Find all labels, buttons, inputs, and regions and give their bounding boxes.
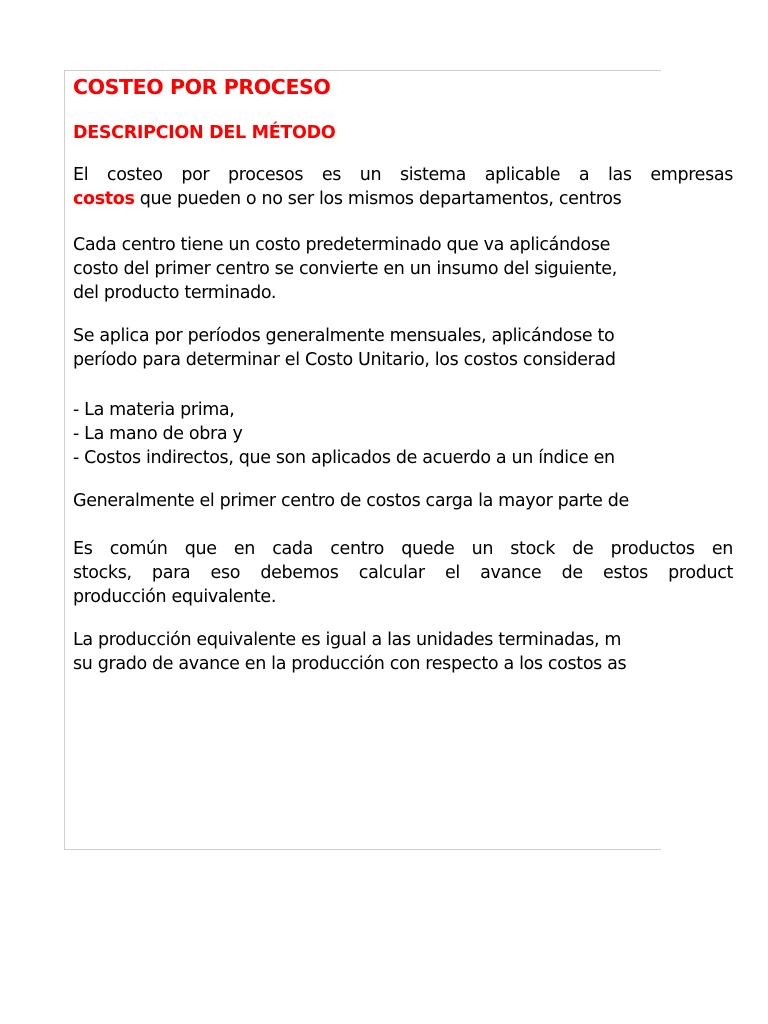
paragraph-cost-centers [73,233,617,305]
paragraph-line: Cada centro tiene un costo predeterminado que va aplicándose [73,235,611,255]
paragraph-equivalent-production [73,628,626,676]
paragraph-line-rest: que pueden o no ser los mismos departamentos, centros [134,189,622,209]
paragraph-line [73,187,733,211]
document-title: COSTEO POR PROCESO [73,75,331,99]
paragraph-line: La producción equivalente es igual a las unidades terminadas, m [73,630,622,650]
paragraph-definition [73,163,733,211]
paragraph-line: producción equivalente. [73,587,277,607]
paragraph-line: Se aplica por períodos generalmente mensuales, aplicándose to [73,326,615,346]
paragraph-periods [73,324,616,372]
paragraph-line: costo del primer centro se convierte en un insumo del siguiente, [73,259,617,279]
paragraph-line: El costeo por procesos es un sistema aplicable a las empresas [73,165,733,185]
cost-elements-list [73,398,615,470]
document-page [64,70,733,850]
paragraph-line: período para determinar el Costo Unitario, los costos considerad [73,350,616,370]
paragraph-first-center [73,489,629,513]
list-item: - La mano de obra y [73,424,243,444]
paragraph-line: del producto terminado. [73,283,277,303]
paragraph-line: su grado de avance en la producción con respecto a los costos as [73,654,627,674]
list-item: - La materia prima, [73,400,235,420]
section-heading: DESCRIPCION DEL MÉTODO [73,123,336,143]
keyword-costos: costos [73,189,135,209]
paragraph-stock [73,537,733,609]
paragraph-line: stocks, para eso debemos calcular el avance de estos product [73,563,733,583]
paragraph-line: Es común que en cada centro quede un stock de productos en [73,539,733,559]
paragraph-line: Generalmente el primer centro de costos carga la mayor parte de [73,491,629,511]
list-item: - Costos indirectos, que son aplicados de acuerdo a un índice en [73,448,615,468]
